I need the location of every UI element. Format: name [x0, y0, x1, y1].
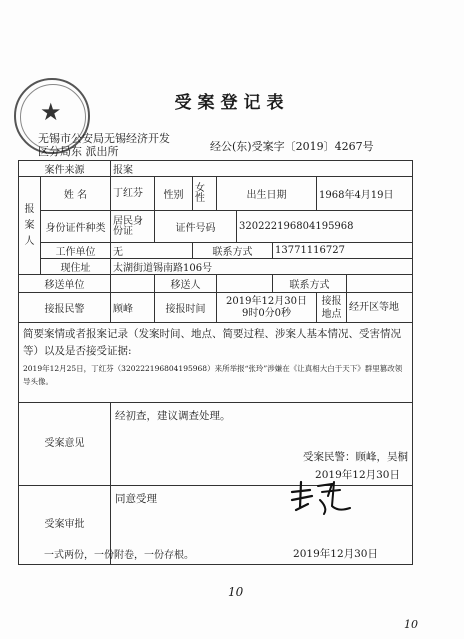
phone-value: 13771116727 — [273, 243, 413, 259]
receiving-officer-label: 接报民警 — [19, 293, 111, 323]
org-line-2: 区分局东 派出所 — [38, 145, 119, 158]
opinion-label: 受案意见 — [19, 403, 111, 486]
approval-date: 2019年12月30日 — [293, 548, 378, 560]
handwritten-signature — [288, 478, 354, 518]
reporter-section-label: 报案人 — [19, 177, 41, 275]
case-summary-prompt: 简要案情或者报案记录（发案时间、地点、简要过程、涉案人基本情况、受害情况等）以及是否接受证据: — [23, 328, 401, 357]
transfer-contact-label: 联系方式 — [273, 275, 347, 293]
receive-time-date: 2019年12月30日 — [226, 295, 307, 307]
receiving-officer-value: 顾峰 — [111, 293, 155, 323]
name-value: 丁红芬 — [111, 177, 155, 211]
case-source-value: 报案 — [111, 161, 413, 177]
receive-time-clock: 9时0分0秒 — [241, 307, 292, 319]
opinion-officers: 受案民警：顾峰，吴桐 — [303, 451, 408, 463]
page-number-mark: 10 — [228, 585, 244, 599]
dob-label: 出生日期 — [217, 177, 317, 211]
work-unit-value: 无 — [111, 243, 193, 259]
star-icon: ★ — [40, 98, 62, 126]
work-unit-label: 工作单位 — [41, 243, 111, 259]
opinion-text: 经初查，建议调查处理。 — [115, 410, 231, 422]
gender-label: 性别 — [155, 177, 193, 211]
dob-value: 1968年4月19日 — [317, 177, 413, 211]
transfer-unit-label: 移送单位 — [19, 275, 111, 293]
id-number-value: 320222196804195968 — [237, 211, 413, 243]
org-line-1: 无锡市公安局无锡经济开发 — [38, 132, 170, 145]
address-label: 现住址 — [41, 259, 111, 275]
transfer-person-label: 移送人 — [155, 275, 217, 293]
form-title: 受案登记表 — [174, 93, 290, 113]
id-type-label: 身份证件种类 — [41, 211, 111, 243]
approval-label: 受案审批 — [19, 486, 111, 565]
opinion-date: 2019年12月30日 — [315, 469, 400, 481]
transfer-contact-value — [347, 275, 413, 293]
receive-place-label: 接报地点 — [317, 293, 347, 323]
transfer-person-value — [217, 275, 273, 293]
document-number: 经公(东)受案字〔2019〕4267号 — [210, 140, 374, 153]
transfer-unit-value — [111, 275, 155, 293]
case-summary-text: 2019年12月25日，丁红芬（320222196804195968）来所举报“张玲”涉嫌在《让真相大白于天下》群里篡改领导头像。 — [23, 364, 403, 386]
id-number-label: 证件号码 — [155, 211, 237, 243]
receive-time-label: 接报时间 — [155, 293, 217, 323]
gender-value: 女性 — [193, 177, 217, 211]
approval-text: 同意受理 — [115, 493, 157, 505]
page-number-corner: 10 — [404, 618, 418, 631]
phone-label: 联系方式 — [193, 243, 273, 259]
footer-note: 一式两份，一份附卷，一份存根。 — [44, 550, 194, 561]
case-source-label: 案件来源 — [19, 161, 111, 177]
receive-time-value — [217, 293, 317, 323]
name-label: 姓 名 — [41, 177, 111, 211]
opinion-cell — [111, 403, 413, 486]
receive-place-value: 经开区等地 — [347, 293, 413, 323]
address-value: 太湖街道锡南路106号 — [111, 259, 413, 275]
id-type-value: 居民身份证 — [111, 211, 155, 243]
case-summary-cell — [19, 323, 413, 403]
